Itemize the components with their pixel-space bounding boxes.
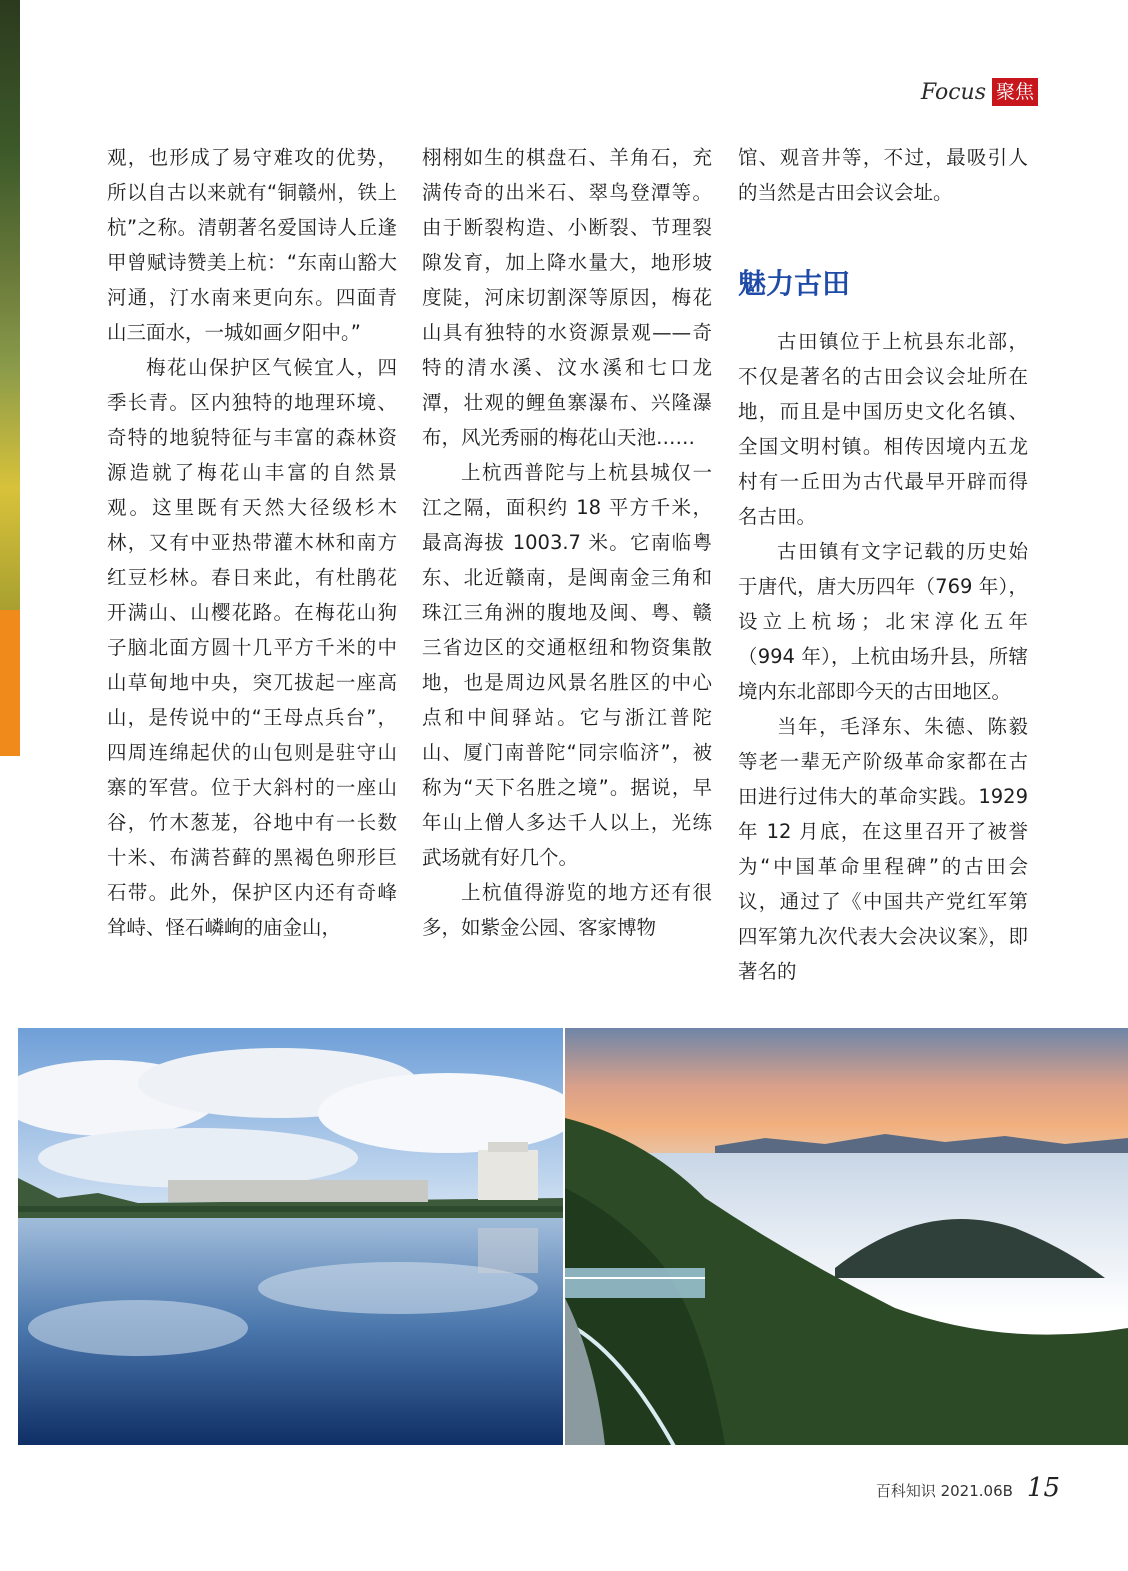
focus-label-cn: 聚焦 xyxy=(992,78,1038,106)
magazine-issue: 百科知识 2021.06B xyxy=(875,1482,1013,1500)
paragraph: 当年，毛泽东、朱德、陈毅等老一辈无产阶级革命家都在古田进行过伟大的革命实践。1929 年 12 月底，在这里召开了被誉为“中国革命里程碑”的古田会议，通过了《中国共产党红军第四军第九次代表大会决议案》，即著名的 xyxy=(738,715,1028,983)
river-town-photo xyxy=(18,1028,563,1445)
mountain-sea-of-clouds-photo xyxy=(565,1028,1128,1445)
page-footer xyxy=(876,1473,1060,1503)
paragraph: 古田镇位于上杭县东北部，不仅是著名的古田会议会址所在地，而且是中国历史文化名镇、全国文明村镇。相传因境内五龙村有一丘田为古代最早开辟而得名古田。 xyxy=(738,330,1028,528)
paragraph: 梅花山保护区气候宜人，四季长青。区内独特的地理环境、奇特的地貌特征与丰富的森林资源造就了梅花山丰富的自然景观。这里既有天然大径级杉木林，又有中亚热带灌木林和南方红豆杉林。春日来此，有杜鹃花开满山、山樱花路。在梅花山狗子脑北面方圆十几平方千米的中山草甸地中央，突兀拔起一座高山，是传说中的“王母点兵台”，四周连绵起伏的山包则是驻守山寨的军营。位于大斜村的一座山谷，竹木葱茏，谷地中有一长数十米、布满苔藓的黑褐色卵形巨石带。此外，保护区内还有奇峰耸峙、怪石嶙峋的庙金山， xyxy=(107,356,397,939)
edge-photo-strip xyxy=(0,0,20,610)
paragraph: 馆、观音井等，不过，最吸引人的当然是古田会议会址。 xyxy=(738,146,1028,204)
paragraph: 上杭西普陀与上杭县城仅一江之隔，面积约 18 平方千米，最高海拔 1003.7 米。它南临粤东、北近赣南，是闽南金三角和珠江三角洲的腹地及闽、粤、赣三省边区的交通枢纽和物资集散地，也是周边风景名胜区的中心点和中间驿站。它与浙江普陀山、厦门南普陀“同宗临济”，被称为“天下名胜之境”。据说，早年山上僧人多达千人以上，光练武场就有好几个。 xyxy=(422,461,712,869)
text-column-2 xyxy=(422,140,712,945)
page-number: 15 xyxy=(1026,1473,1060,1503)
paragraph: 栩栩如生的棋盘石、羊角石，充满传奇的出米石、翠鸟登潭等。由于断裂构造、小断裂、节理裂隙发育，加上降水量大，地形坡度陡，河床切割深等原因，梅花山具有独特的水资源景观——奇特的清水溪、汶水溪和七口龙潭，壮观的鲤鱼寨瀑布、兴隆瀑布，风光秀丽的梅花山天池…… xyxy=(422,146,712,449)
text-column-1 xyxy=(107,140,397,945)
section-header xyxy=(921,78,1038,106)
edge-color-tab xyxy=(0,610,20,756)
text-column-3 xyxy=(738,140,1028,989)
paragraph: 上杭值得游览的地方还有很多，如紫金公园、客家博物 xyxy=(422,881,712,939)
focus-label-en: Focus xyxy=(920,79,986,105)
paragraph: 观，也形成了易守难攻的优势，所以自古以来就有“铜赣州，铁上杭”之称。清朝著名爱国诗人丘逢甲曾赋诗赞美上杭：“东南山豁大河通，汀水南来更向东。四面青山三面水，一城如画夕阳中。” xyxy=(107,146,397,344)
paragraph: 古田镇有文字记载的历史始于唐代，唐大历四年（769 年），设立上杭场；北宋淳化五年（994 年），上杭由场升县，所辖境内东北部即今天的古田地区。 xyxy=(738,540,1028,703)
section-title: 魅力古田 xyxy=(738,267,851,300)
